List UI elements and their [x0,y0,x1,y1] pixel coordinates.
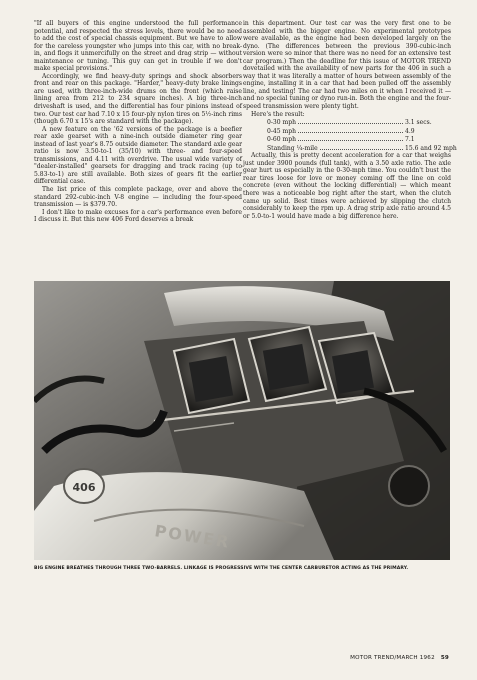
leader-dots [298,127,403,133]
photo-caption: BIG ENGINE BREATHES THROUGH THREE TWO-BARRELS. LINKAGE IS PROGRESSIVE WITH THE CENTER CARBURETOR ACTING AS THE PRIMARY. [34,566,409,571]
engine-badge [64,469,104,503]
article-paragraph: I don't like to make excuses for a car's performance even before I discuss it. But this new 406 Ford deserves a break [34,208,242,224]
article-paragraph: The list price of this complete package, over and above the standard 292-cubic-inch V-8 engine — including the four-speed transmission — is $379.70. [34,186,242,209]
results-intro: Here's the result: [251,110,305,118]
leader-dots [298,135,403,141]
page-footer [350,655,449,661]
results-label: Standing ¼-mile [267,144,318,152]
results-value: 3.1 secs. [405,119,432,127]
article-paragraph: Actually, this is pretty decent acceleration for a car that weighs just under 3900 pounds (full tank), with a 3.50 axle ratio. The axle gear hurt us especially in the 0-30-mph time. You couldn't bust the rear tires loose for love or money coming off the line on cold concrete (even without the locking differential) — which meant there was a noticeable bog right after the start, when the clutch came up solid. Best times were achieved by slipping the clutch considerably to keep the rpm up. A drag strip axle ratio around 4.5 or 5.0-to-1 would have made a big difference here. [243,152,451,220]
article-paragraph: Accordingly, we find heavy-duty springs and shock absorbers front and rear on this package. "Harder," heavy-duty brake linings are used, with three-inch-wide drums on the front (which raise lining area from 212 to 234 square inches). A big three-inch driveshaft is used, and the differential has four pinions instead of two. Our test car had 7.10 x 15 four-ply nylon tires on 5½-inch rims (though 6.70 x 15's are standard with the package). [34,72,242,126]
page-number: 59 [440,655,449,661]
results-value: 7.1 [405,136,415,144]
results-value: 15.6 and 92 mph [405,144,457,152]
article-paragraph: "If all buyers of this engine understood the full performance potential, and respected the stress levels, there would be no need to add the cost of special chassis equipment. But we have to allow for the careless youngster who jumps into this car, with no break-in, and flogs it unmercifully on the street and drag strip — without maintenance or tuning. This guy can get in trouble if we don't make special provisions." [34,20,242,73]
svg-text:POWER: POWER [153,521,232,552]
results-row [243,135,451,144]
magazine-issue: MOTOR TREND/MARCH 1962 [350,655,435,661]
results-label: 0-60 mph [267,136,297,144]
engine-badge-text: 406 [72,481,96,494]
article-column-left [34,20,242,224]
results-label: 0-45 mph [267,127,297,135]
engine-photo [34,281,450,560]
results-label: 0-30 mph [267,119,297,127]
article-column-right [243,20,457,220]
results-table [243,118,457,152]
results-row [243,118,451,127]
leader-dots [320,144,403,150]
article-paragraph: in this department. Our test car was the very first one to be assembled with the bigger engine. No experimental prototypes were available, as the engine had been developed largely on the dyno. (The differences between the previous 390-cubic-inch version were so minor that there was no need for an extensive test car program.) Then the deadline for this issue of MOTOR TREND dovetailed with the availability of new parts for the 406 in such a way that it was literally a matter of hours between assembly of the engine, installing it in a car that had been pulled off the assembly line, and testing! The car had two miles on it when I received it — and no special tuning or dyno run-in. Both the engine and the four-speed transmission were plenty tight. [243,20,451,111]
results-row [243,127,451,136]
results-row [243,144,457,153]
article-paragraph: A new feature on the '62 versions of the package is a beefier rear axle gearset with a nine-inch outside diameter ring gear instead of last year's 8.75 outside diameter. The standard axle gear ratio is now 3.50-to-1 (35/10) with three- and four-speed transmissions, and 4.11 with overdrive. The usual wide variety of "dealer-installed" gearsets for dragging and track racing (up to 5.83-to-1) are still available. Both sizes of gears fit the earlier differential case. [34,125,242,186]
leader-dots [298,118,403,124]
results-value: 4.9 [405,127,415,135]
